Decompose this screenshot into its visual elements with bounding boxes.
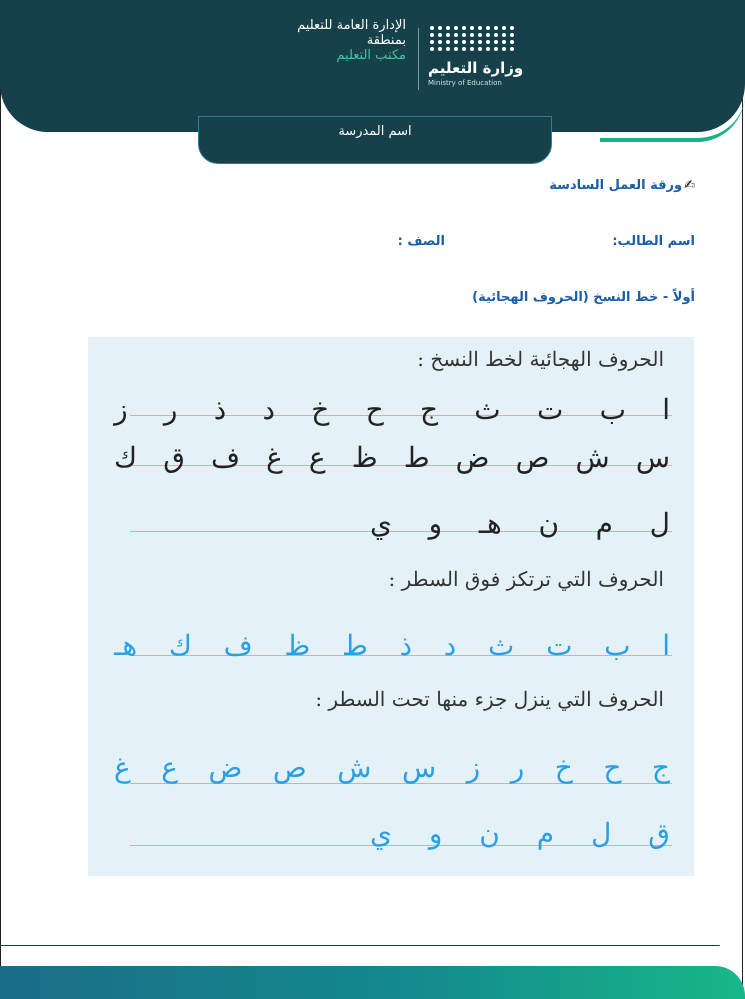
- letter: خ: [311, 393, 330, 426]
- logo-dot: [486, 47, 490, 51]
- logo-dot: [494, 33, 498, 37]
- board-heading-1: الحروف الهجائية لخط النسخ :: [417, 347, 664, 371]
- school-name-box: [198, 116, 552, 164]
- letter: ع: [161, 751, 178, 784]
- footer-line: [0, 945, 720, 946]
- ministry-name-en: Ministry of Education: [428, 79, 502, 87]
- logo-dot: [462, 33, 466, 37]
- letter: ب: [599, 393, 626, 426]
- letters-row-6: [370, 817, 670, 851]
- letter: ي: [370, 507, 392, 540]
- logo-dot: [486, 26, 490, 30]
- letter: ط: [341, 629, 368, 662]
- letter: ض: [455, 441, 490, 474]
- logo-dot: [470, 40, 474, 44]
- letter: ب: [604, 629, 631, 662]
- letter: ر: [163, 393, 178, 426]
- logo-dot: [446, 47, 450, 51]
- admin-line: الإدارة العامة للتعليم: [297, 18, 406, 33]
- letter: ش: [337, 751, 372, 784]
- logo-dot: [430, 26, 434, 30]
- letter: ذ: [399, 629, 413, 662]
- logo-dot: [454, 33, 458, 37]
- letter: ت: [546, 629, 573, 662]
- letters-row-3: [370, 507, 670, 541]
- logo-dot: [478, 33, 482, 37]
- letter: ر: [510, 751, 525, 784]
- letter: ظ: [284, 629, 311, 662]
- letter: ث: [487, 629, 515, 662]
- school-name-label: اسم المدرسة: [338, 124, 412, 139]
- letter: ط: [403, 441, 430, 474]
- letter: هـ: [478, 507, 502, 540]
- logo-dot: [470, 33, 474, 37]
- letter: هـ: [114, 629, 138, 662]
- letter: ك: [114, 441, 138, 474]
- logo-dot: [462, 26, 466, 30]
- logo-dot: [438, 26, 442, 30]
- office-line: مكتب التعليم: [336, 48, 406, 63]
- letter: ع: [308, 441, 326, 474]
- letter: ل: [649, 507, 670, 540]
- letter: د: [262, 393, 275, 426]
- letter: م: [536, 817, 555, 850]
- letter: غ: [114, 751, 131, 784]
- logo-dot: [502, 26, 506, 30]
- logo-dot: [438, 40, 442, 44]
- logo-dot: [494, 47, 498, 51]
- worksheet-title: [549, 178, 695, 193]
- section-title: أولاً - خط النسخ (الحروف الهجائية): [472, 290, 695, 305]
- letter: و: [428, 817, 443, 850]
- logo-dot: [502, 40, 506, 44]
- pen-icon: ✍: [684, 178, 695, 193]
- letter: س: [401, 751, 437, 784]
- letter: ق: [648, 817, 670, 850]
- letter: م: [595, 507, 613, 540]
- letter: ز: [114, 393, 128, 426]
- letter: ل: [591, 817, 612, 850]
- letter: ت: [536, 393, 564, 426]
- letter: ض: [208, 751, 243, 784]
- letter: ز: [466, 751, 481, 784]
- letter: ن: [538, 507, 559, 540]
- letter: ذ: [213, 393, 227, 426]
- letter: ف: [211, 441, 241, 474]
- letter: ح: [365, 393, 384, 426]
- logo-dot: [510, 40, 514, 44]
- student-name-label: اسم الطالب:: [612, 234, 695, 249]
- alphabet-board: [88, 337, 694, 876]
- logo-dot: [438, 47, 442, 51]
- letter: ا: [662, 393, 670, 426]
- logo-dot: [510, 26, 514, 30]
- letters-row-2: [114, 441, 670, 475]
- ministry-name-ar: وزارة التعليم: [428, 59, 524, 77]
- letter: ج: [419, 393, 439, 426]
- logo-dot: [510, 47, 514, 51]
- letter: ش: [575, 441, 610, 474]
- letters-row-1: [114, 393, 670, 427]
- logo-dot: [446, 33, 450, 37]
- letter: ك: [168, 629, 192, 662]
- letter: ن: [479, 817, 500, 850]
- letters-row-4: [114, 629, 670, 663]
- header-accent-line: [600, 84, 745, 142]
- student-info: [235, 234, 695, 254]
- ministry-logo: [428, 26, 528, 87]
- letter: ا: [662, 629, 670, 662]
- logo-dot: [502, 33, 506, 37]
- letter: غ: [266, 441, 283, 474]
- letter: و: [428, 507, 443, 540]
- letter: س: [635, 441, 670, 474]
- letter: ص: [272, 751, 307, 784]
- letter: خ: [554, 751, 573, 784]
- letter: ج: [651, 751, 670, 784]
- logo-dot: [502, 47, 506, 51]
- footer-band: [0, 966, 745, 999]
- letter: ث: [474, 393, 501, 426]
- letters-row-5: [114, 751, 670, 785]
- admin-line: بمنطقة: [366, 33, 406, 48]
- letter: ظ: [351, 441, 378, 474]
- board-heading-2: الحروف التي ترتكز فوق السطر :: [388, 567, 664, 591]
- logo-dot: [510, 33, 514, 37]
- logo-dot: [430, 33, 434, 37]
- logo-dot: [430, 40, 434, 44]
- worksheet-title-text: ورقة العمل السادسة: [549, 178, 683, 193]
- logo-dot: [486, 40, 490, 44]
- letter: ص: [515, 441, 550, 474]
- header-divider: [418, 28, 419, 90]
- class-label: الصف :: [397, 234, 445, 249]
- letter: ي: [370, 817, 392, 850]
- letter: د: [443, 629, 457, 662]
- logo-dot: [470, 47, 474, 51]
- admin-block: [240, 18, 406, 63]
- logo-dot: [446, 26, 450, 30]
- logo-dot: [454, 40, 458, 44]
- logo-dot: [430, 47, 434, 51]
- logo-dot: [494, 40, 498, 44]
- letter: ح: [603, 751, 622, 784]
- logo-dot: [438, 33, 442, 37]
- logo-dot: [478, 40, 482, 44]
- logo-dot: [486, 33, 490, 37]
- letter: ق: [163, 441, 185, 474]
- logo-dot: [478, 47, 482, 51]
- logo-dot: [494, 26, 498, 30]
- logo-dots-icon: [430, 26, 528, 51]
- logo-dot: [454, 26, 458, 30]
- logo-dot: [478, 26, 482, 30]
- logo-dot: [446, 40, 450, 44]
- letter: ف: [223, 629, 253, 662]
- board-heading-3: الحروف التي ينزل جزء منها تحت السطر :: [315, 687, 664, 711]
- logo-dot: [462, 47, 466, 51]
- logo-dot: [470, 26, 474, 30]
- logo-dot: [454, 47, 458, 51]
- logo-dot: [462, 40, 466, 44]
